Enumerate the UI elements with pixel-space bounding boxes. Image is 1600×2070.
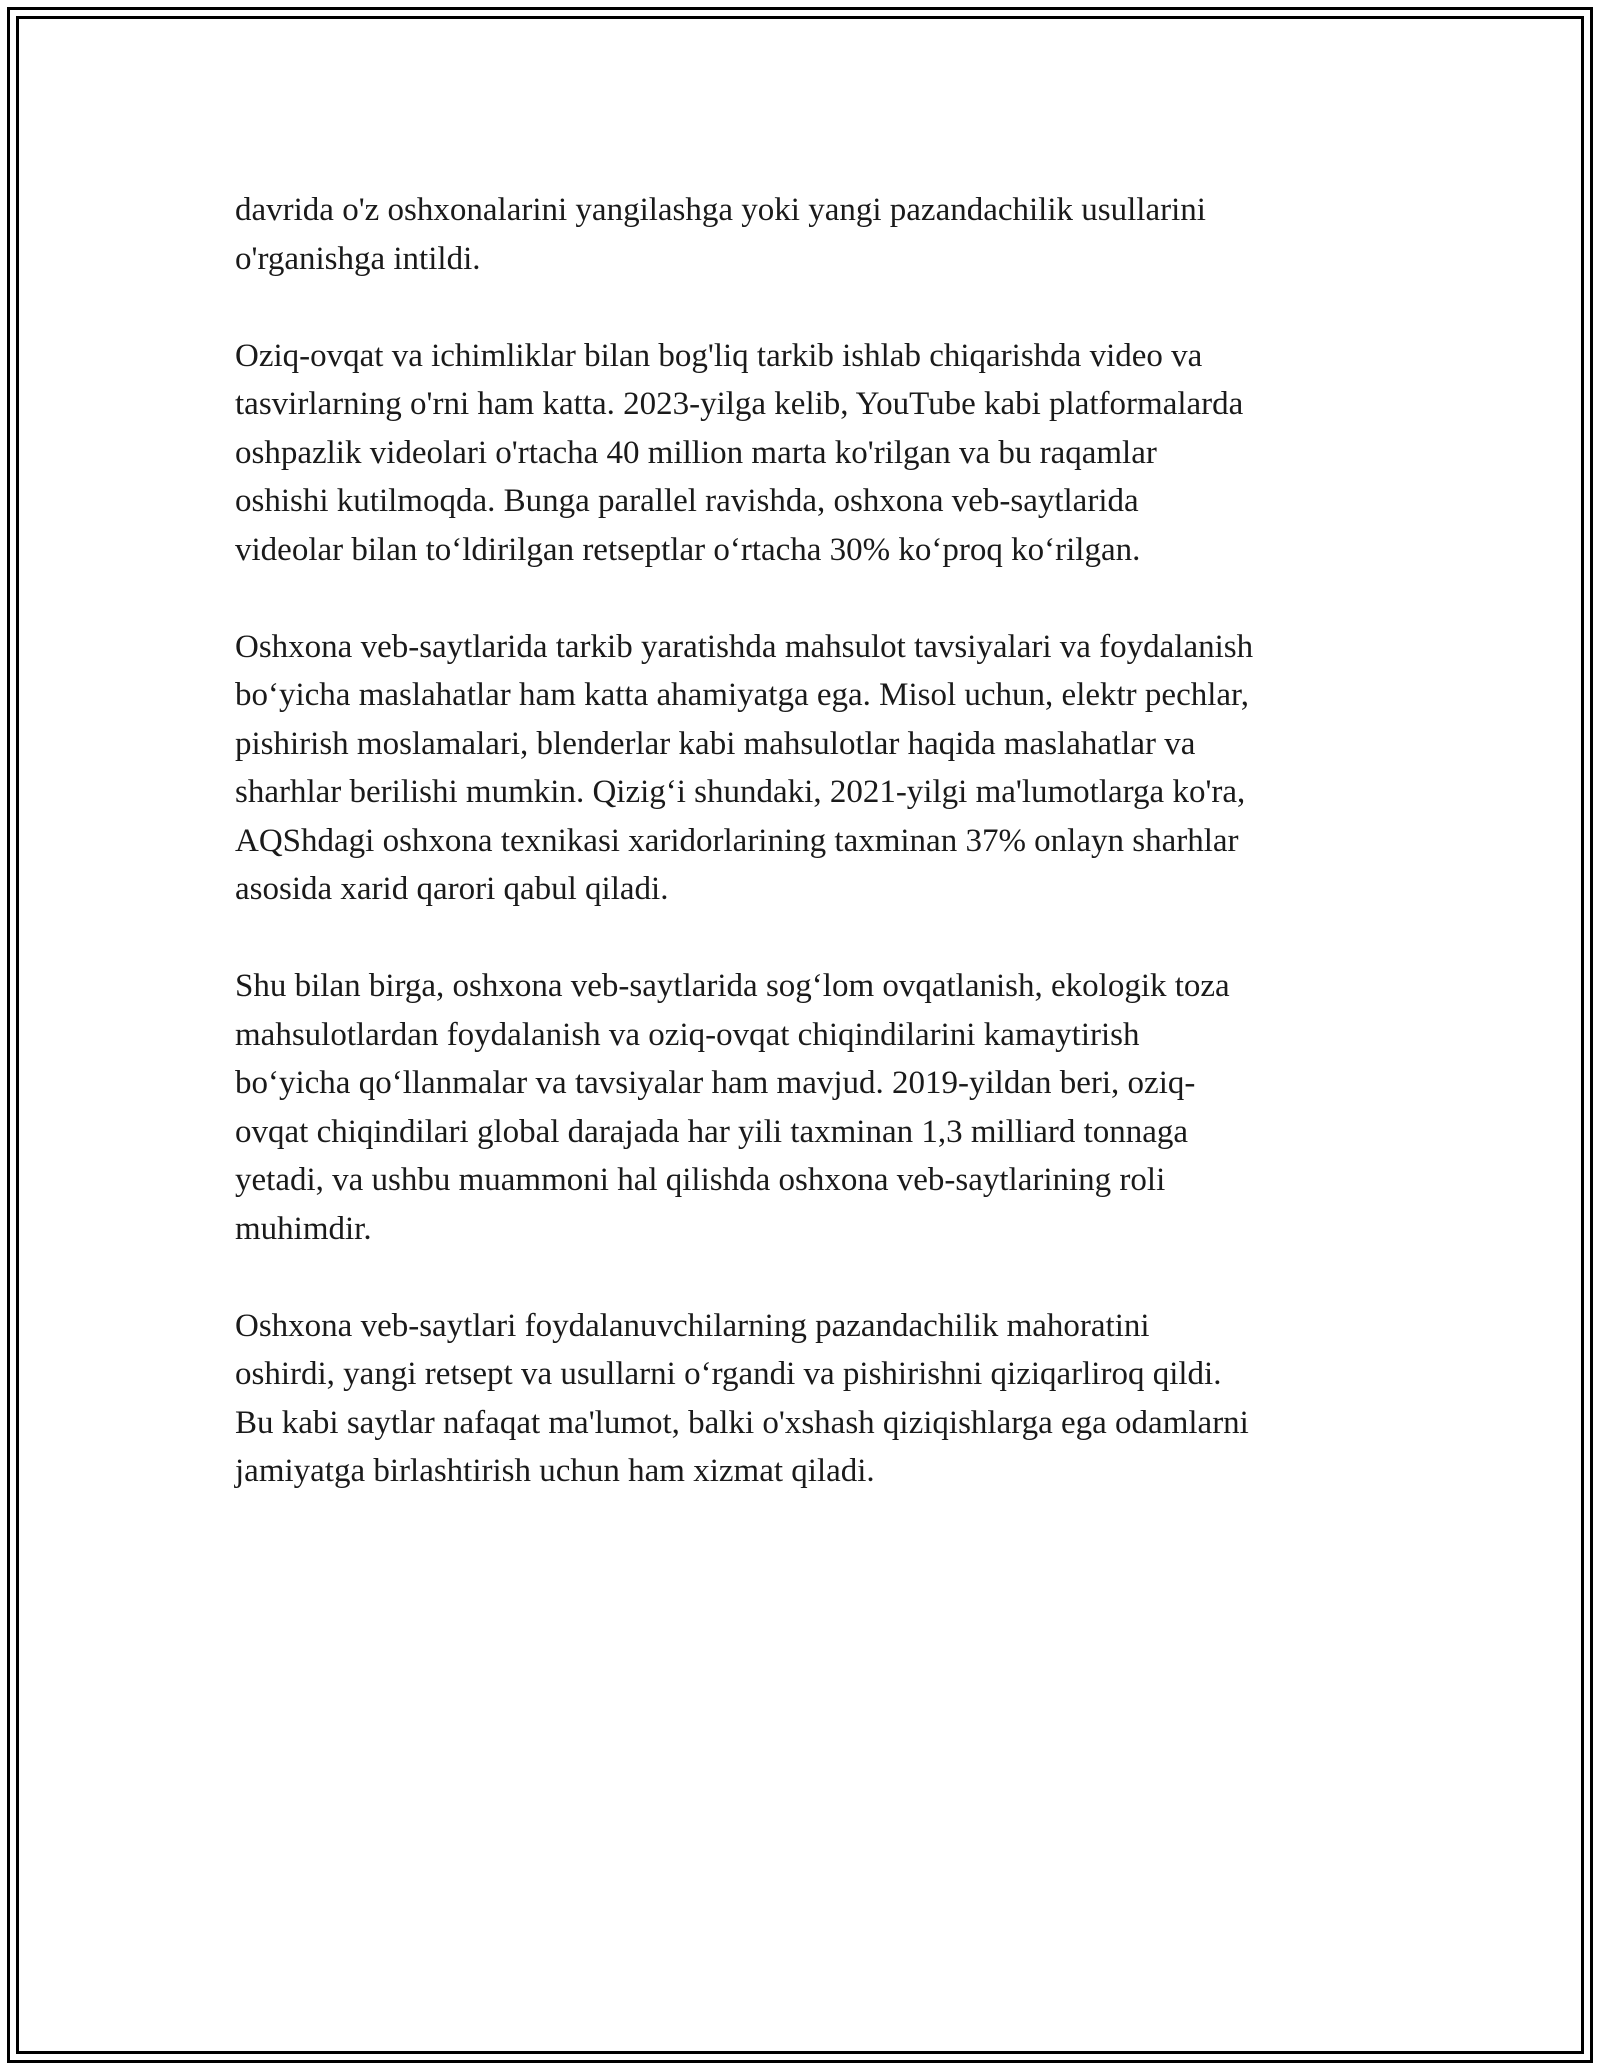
paragraph-5: Oshxona veb-saytlari foydalanuvchilarning pazandachilik mahoratini oshirdi, yangi retsept va usullarni o‘rgandi va pishirishni qiziqarliroq qildi. Bu kabi saytlar nafaqat ma'lumot, balki o'xshash qiziqishlarga ega odamlarni jamiyatga birlashtirish uchun ham xizmat qiladi. bbox=[235, 1307, 1249, 1489]
paragraph-3: Oshxona veb-saytlarida tarkib yaratishda mahsulot tavsiyalari va foydalanish bo‘yicha maslahatlar ham katta ahamiyatga ega. Misol uchun, elektr pechlar, pishirish moslamalari, blenderlar kabi mahsulotlar haqida maslahatlar va sharhlar berilishi mumkin. Qizig‘i shundaki, 2021-yilgi ma'lumotlarga ko'ra, AQShdagi oshxona texnikasi xaridorlarining taxminan 37% onlayn sharhlar asosida xarid qarori qabul qiladi. bbox=[235, 628, 1254, 907]
paragraph-4: Shu bilan birga, oshxona veb-saytlarida sog‘lom ovqatlanish, ekologik toza mahsulotlardan foydalanish va oziq-ovqat chiqindilarini kamaytirish bo‘yicha qo‘llanmalar va tavsiyalar ham mavjud. 2019-yildan beri, oziq- ovqat chiqindilari global darajada har yili taxminan 1,3 milliard tonnaga yetadi, va ushbu muammoni hal qilishda oshxona veb-saytlarining roli muhimdir. bbox=[235, 968, 1230, 1247]
document-body bbox=[235, 186, 1375, 1496]
paragraph-2: Oziq-ovqat va ichimliklar bilan bog'liq tarkib ishlab chiqarishda video va tasvirlarning o'rni ham katta. 2023-yilga kelib, YouTube kabi platformalarda oshpazlik videolari o'rtacha 40 million marta ko'rilgan va bu raqamlar oshishi kutilmoqda. Bunga parallel ravishda, oshxona veb-saytlarida videolar bilan to‘ldirilgan retseptlar o‘rtacha 30% ko‘proq ko‘rilgan. bbox=[235, 337, 1244, 568]
paragraph-1: davrida o'z oshxonalarini yangilashga yoki yangi pazandachilik usullarini o'rganishga intildi. bbox=[235, 192, 1206, 277]
